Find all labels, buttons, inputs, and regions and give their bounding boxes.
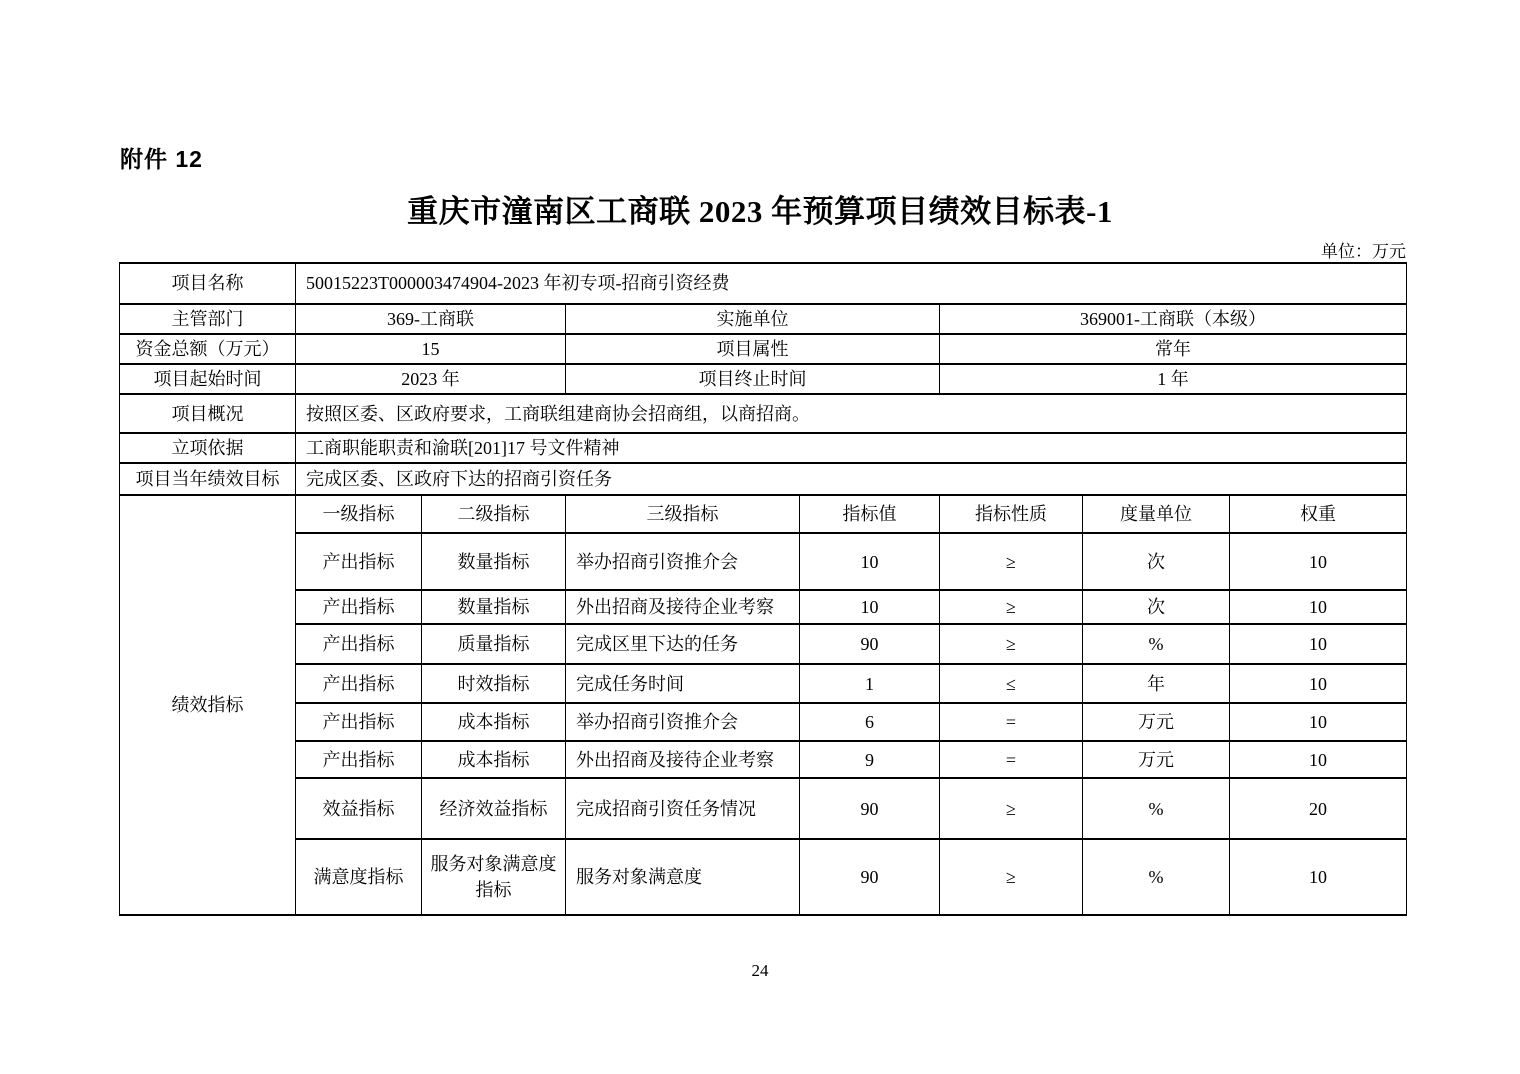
indicator-level3: 外出招商及接待企业考察 [566,590,800,624]
indicator-unit: 次 [1083,533,1230,590]
indicator-level3: 完成招商引资任务情况 [566,778,800,839]
indicator-row [120,741,1407,778]
dept-value: 369-工商联 [296,304,566,334]
header-level1: 一级指标 [296,495,422,533]
indicator-value: 6 [800,703,940,741]
indicator-weight: 10 [1230,624,1407,664]
indicator-unit: 万元 [1083,703,1230,741]
annual-goal-value: 完成区委、区政府下达的招商引资任务 [296,463,1407,495]
indicator-level2: 成本指标 [422,741,566,778]
indicator-unit: 万元 [1083,741,1230,778]
indicator-level3: 外出招商及接待企业考察 [566,741,800,778]
overview-label: 项目概况 [120,394,296,433]
table-row [120,463,1407,495]
indicator-level1: 产出指标 [296,703,422,741]
indicator-row [120,839,1407,915]
header-unit: 度量单位 [1083,495,1230,533]
indicator-level1: 满意度指标 [296,839,422,915]
indicator-weight: 20 [1230,778,1407,839]
indicator-level1: 产出指标 [296,590,422,624]
indicator-weight: 10 [1230,664,1407,703]
header-weight: 权重 [1230,495,1407,533]
indicator-nature: ≥ [940,624,1083,664]
indicator-level3: 举办招商引资推介会 [566,533,800,590]
end-value: 1 年 [940,364,1407,394]
end-label: 项目终止时间 [566,364,940,394]
page-number: 24 [751,961,769,980]
basis-label: 立项依据 [120,433,296,463]
indicator-level2: 时效指标 [422,664,566,703]
indicator-nature: ≥ [940,778,1083,839]
project-name-label: 项目名称 [120,263,296,304]
table-row [120,304,1407,334]
table-row [120,364,1407,394]
indicator-row [120,778,1407,839]
indicator-nature: = [940,741,1083,778]
indicator-weight: 10 [1230,703,1407,741]
indicator-value: 90 [800,624,940,664]
indicator-value: 9 [800,741,940,778]
attr-label: 项目属性 [566,334,940,364]
overview-value: 按照区委、区政府要求，工商联组建商协会招商组，以商招商。 [296,394,1407,433]
indicator-value: 1 [800,664,940,703]
indicator-header-row [120,495,1407,533]
table-row [120,394,1407,433]
start-value: 2023 年 [296,364,566,394]
indicator-level3: 举办招商引资推介会 [566,703,800,741]
indicator-row [120,533,1407,590]
unit-note: 单位：万元 [1321,242,1406,261]
header-value: 指标值 [800,495,940,533]
indicator-nature: ≥ [940,533,1083,590]
indicator-level2: 质量指标 [422,624,566,664]
table-row [120,433,1407,463]
indicator-value: 90 [800,778,940,839]
table-row [120,334,1407,364]
indicator-nature: ≥ [940,839,1083,915]
attr-value: 常年 [940,334,1407,364]
indicator-level3: 服务对象满意度 [566,839,800,915]
indicator-weight: 10 [1230,839,1407,915]
annual-goal-label: 项目当年绩效目标 [120,463,296,495]
indicator-unit: 年 [1083,664,1230,703]
indicator-unit: % [1083,778,1230,839]
start-label: 项目起始时间 [120,364,296,394]
fund-value: 15 [296,334,566,364]
indicator-nature: ≥ [940,590,1083,624]
header-nature: 指标性质 [940,495,1083,533]
impl-label: 实施单位 [566,304,940,334]
indicator-value: 10 [800,533,940,590]
attachment-label: 附件 12 [120,146,203,172]
project-name-value: 50015223T000003474904-2023 年初专项-招商引资经费 [296,263,1407,304]
indicator-level1: 产出指标 [296,741,422,778]
indicator-unit: % [1083,624,1230,664]
indicator-level2: 经济效益指标 [422,778,566,839]
indicator-level2: 服务对象满意度指标 [422,839,566,915]
indicator-unit: 次 [1083,590,1230,624]
table-row [120,263,1407,304]
indicator-level1: 产出指标 [296,624,422,664]
indicator-level2: 数量指标 [422,533,566,590]
indicator-nature: ≤ [940,664,1083,703]
indicator-section-label: 绩效指标 [120,495,296,915]
indicator-row [120,664,1407,703]
dept-label: 主管部门 [120,304,296,334]
header-level3: 三级指标 [566,495,800,533]
indicator-level1: 效益指标 [296,778,422,839]
fund-label: 资金总额（万元） [120,334,296,364]
indicator-level2: 数量指标 [422,590,566,624]
indicator-level1: 产出指标 [296,664,422,703]
indicator-row [120,624,1407,664]
indicator-level2: 成本指标 [422,703,566,741]
header-level2: 二级指标 [422,495,566,533]
indicator-weight: 10 [1230,533,1407,590]
indicator-level3: 完成任务时间 [566,664,800,703]
indicator-level1: 产出指标 [296,533,422,590]
impl-value: 369001-工商联（本级） [940,304,1407,334]
indicator-unit: % [1083,839,1230,915]
indicator-value: 90 [800,839,940,915]
indicator-row [120,703,1407,741]
indicator-weight: 10 [1230,590,1407,624]
indicator-row [120,590,1407,624]
budget-performance-table [119,262,1407,916]
indicator-nature: = [940,703,1083,741]
indicator-level3: 完成区里下达的任务 [566,624,800,664]
indicator-weight: 10 [1230,741,1407,778]
basis-value: 工商职能职责和渝联[201]17 号文件精神 [296,433,1407,463]
page-title: 重庆市潼南区工商联 2023 年预算项目绩效目标表-1 [407,194,1113,229]
indicator-value: 10 [800,590,940,624]
